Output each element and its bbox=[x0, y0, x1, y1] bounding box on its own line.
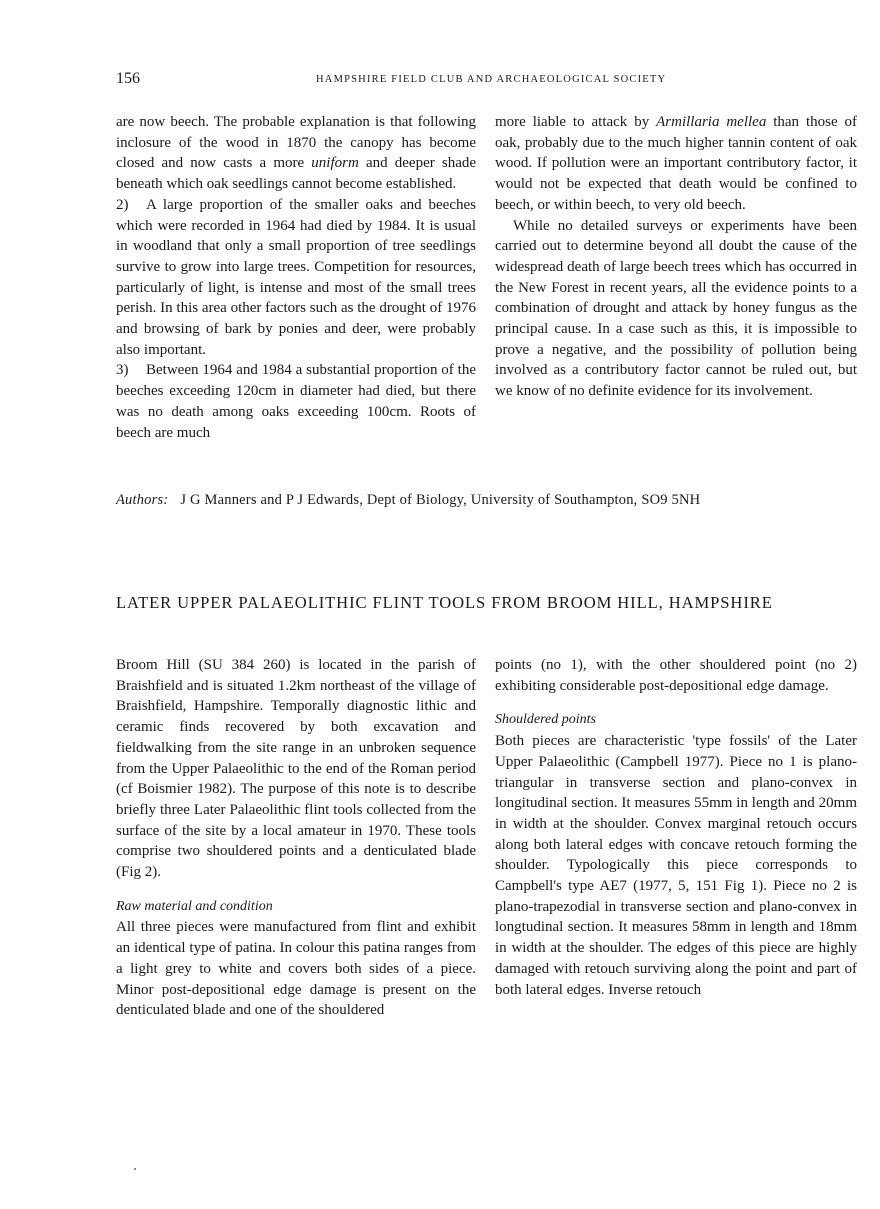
article2-left-column bbox=[116, 655, 476, 1021]
page-number: 156 bbox=[116, 70, 140, 87]
species-name: Armillaria mellea bbox=[656, 114, 767, 130]
paragraph: All three pieces were manufactured from flint and exhibit an identical type of patina. In colour this patina ranges from a light grey to white and covers both sides of a piece. Minor post-depositional edge damage is present on the denticulated blade and one of the shouldered bbox=[116, 919, 476, 1019]
article1-left-column bbox=[116, 112, 476, 443]
article1-right-column bbox=[495, 112, 857, 402]
list-item bbox=[116, 195, 476, 361]
text-run: are now beech. The probable explanation is that following inclosure of the wood in 1870 the canopy has become closed and now casts a more bbox=[116, 114, 476, 172]
subheading: Raw material and condition bbox=[116, 898, 273, 914]
running-head: HAMPSHIRE FIELD CLUB AND ARCHAEOLOGICAL SOCIETY bbox=[316, 74, 667, 85]
subheading: Shouldered points bbox=[495, 712, 596, 728]
text-run: more liable to attack by bbox=[495, 114, 650, 130]
list-item bbox=[116, 360, 476, 443]
item-number: 2) bbox=[116, 196, 129, 213]
paragraph bbox=[116, 112, 476, 195]
authors-line bbox=[116, 492, 856, 509]
paragraph: points (no 1), with the other shouldered point (no 2) exhibiting considerable post-depositional edge damage. bbox=[495, 657, 857, 694]
paragraph: Both pieces are characteristic 'type fossils' of the Later Upper Palaeolithic (Campbell 1977). Piece no 1 is plano-triangular in transverse section and plano-convex in longitudinal section. It measures 55mm in length and 20mm in width at the shoulder. Convex marginal retouch occurs along both lateral edges with concave retouch forming the shoulder. Typologically this piece corresponds to Campbell's type AE7 (1977, 5, 151 Fig 1). Piece no 2 is plano-trapezodial in transverse section and plano-convex in longtudinal section. It measures 58mm in length and 18mm in width at the shoulder. The edges of this piece are highly damaged with retouch surviving along the point and part of both lateral edges. Inverse retouch bbox=[495, 733, 857, 998]
item-number: 3) bbox=[116, 362, 129, 379]
text-run: than those of oak, probably due to the much higher tannin content of oak wood. If pollution were an important contributory factor, it would not be expected that death would be confined to beech, or within beech, to very old beech. bbox=[495, 114, 858, 213]
scan-speck bbox=[134, 1168, 136, 1170]
text-run: A large proportion of the smaller oaks and beeches which were recorded in 1964 had died by 1984. It is usual in woodland that only a small proportion of tree seedlings survive to grow into large trees. Competition for resources, particularly of light, is intense and most of the small trees perish. In this area other factors such as the drought of 1976 and browsing of bark by ponies and deer, were probably also important. bbox=[116, 196, 476, 358]
emphasis: uniform bbox=[311, 155, 359, 172]
paragraph: While no detailed surveys or experiments have been carried out to determine beyond all doubt the cause of the widespread death of large beech trees which has occurred in the New Forest in recent years, all the evidence points to a combination of drought and attack by honey fungus as the principal cause. In a case such as this, it is impossible to prove a negative, and the possibility of pollution being involved as a contributory factor cannot be ruled out, but we know of no definite evidence for its involvement. bbox=[495, 217, 857, 400]
authors-text: J G Manners and P J Edwards, Dept of Biology, University of Southampton, SO9 5NH bbox=[180, 492, 701, 508]
text-run: and deeper shade beneath which oak seedlings cannot become established. bbox=[116, 155, 477, 193]
text-run: Between 1964 and 1984 a substantial proportion of the beeches exceeding 120cm in diameter had died, but there was no death among oaks exceeding 100cm. Roots of beech are much bbox=[116, 362, 476, 441]
page-header bbox=[116, 70, 856, 92]
authors-label: Authors: bbox=[116, 492, 169, 508]
paragraph bbox=[495, 112, 857, 216]
article-title: LATER UPPER PALAEOLITHIC FLINT TOOLS FROM BROOM HILL, HAMPSHIRE bbox=[116, 593, 773, 612]
paragraph: Broom Hill (SU 384 260) is located in the parish of Braishfield and is situated 1.2km northeast of the village of Braishfield, Hampshire. Temporally diagnostic lithic and ceramic finds recovered by both excavation and fieldwalking from the site range in an unbroken sequence from the Upper Palaeolithic to the end of the Roman period (cf Boismier 1982). The purpose of this note is to describe briefly three Later Palaeolithic flint tools collected from the surface of the site by a local amateur in 1970. These tools comprise two shouldered points and a denticulated blade (Fig 2). bbox=[116, 657, 476, 881]
article2-right-column bbox=[495, 655, 857, 1000]
